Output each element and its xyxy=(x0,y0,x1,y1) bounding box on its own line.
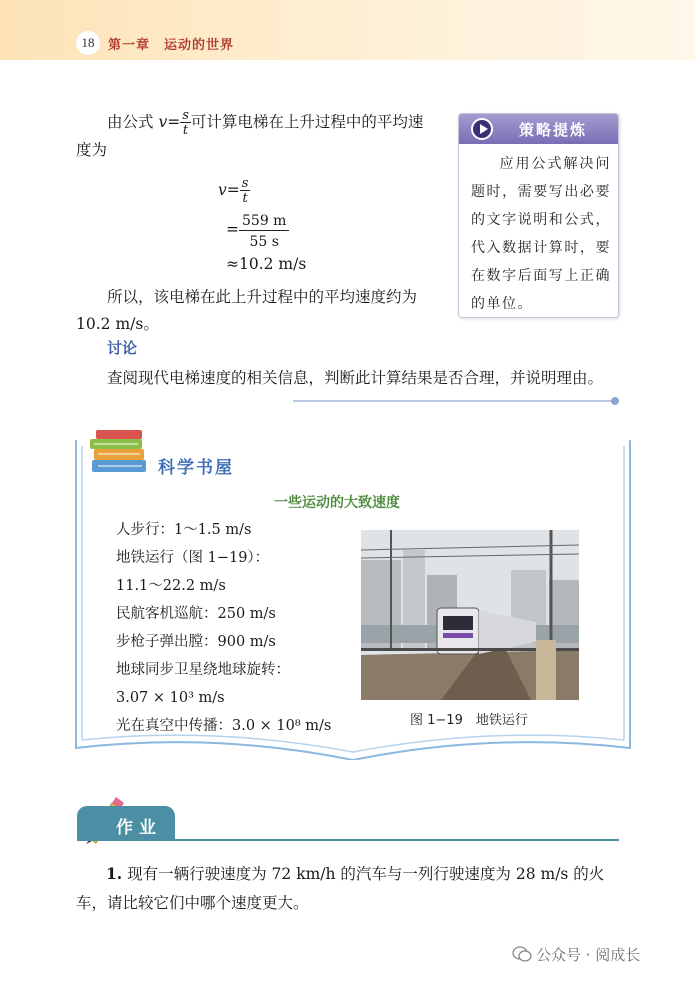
strategy-box xyxy=(458,113,619,318)
watermark-text: 公众号 · 阅成长 xyxy=(536,946,641,964)
strategy-text: 应用公式解决问题时，需要写出必要的文字说明和公式，代入数据计算时，要在数字后面写上正确的单位。 xyxy=(471,156,611,312)
conclusion-line-2: 10.2 m/s。 xyxy=(76,315,159,333)
conclusion-line-1: 所以，该电梯在此上升过程中的平均速度约为 xyxy=(107,288,418,306)
page-number: 18 xyxy=(76,31,100,55)
chapter-title: 第一章 运动的世界 xyxy=(108,38,235,53)
intro-line-1: 由公式 v= $\frac{s}{t}$ 可计算电梯在上升过程中的平均速 xyxy=(107,108,424,138)
homework-rule xyxy=(77,839,619,841)
calc-step-2: = $\frac{559 m}{55 s}$ xyxy=(226,212,289,249)
speed-item: 3.07 × 10³ m/s xyxy=(116,690,225,706)
homework-title: 作业 xyxy=(116,818,162,838)
formula-fraction: $\frac{s}{t}$ xyxy=(182,108,189,138)
calc-step-1: v= $\frac{s}{t}$ xyxy=(218,176,249,206)
speed-item: 光在真空中传播：3.0 × 10⁸ m/s xyxy=(116,718,332,734)
homework-question-1: 1. 现有一辆行驶速度为 72 km/h 的汽车与一列行驶速度为 28 m/s 的火车，请比较它们中哪个速度更大。 xyxy=(76,864,605,912)
strategy-title: 策略提炼 xyxy=(519,121,588,139)
speed-item: 11.1～22.2 m/s xyxy=(116,578,226,594)
calc-step-3: ≈10.2 m/s xyxy=(226,255,307,273)
speed-item: 地球同步卫星绕地球旋转： xyxy=(116,662,290,678)
divider-dot xyxy=(611,397,619,405)
science-book-title: 科学书屋 xyxy=(158,458,234,478)
speed-item: 地铁运行（图 1−19）： xyxy=(116,550,270,566)
page-header xyxy=(0,0,695,60)
speeds-heading: 一些运动的大致速度 xyxy=(274,495,400,511)
section-divider xyxy=(293,400,613,402)
science-book-panel xyxy=(74,440,632,760)
figure-caption: 图 1−19 地铁运行 xyxy=(410,713,528,728)
intro-line-2: 度为 xyxy=(76,141,108,159)
discussion-text: 查阅现代电梯速度的相关信息，判断此计算结果是否合理，并说明理由。 xyxy=(107,369,604,387)
subway-photo xyxy=(361,530,579,700)
strategy-header xyxy=(459,114,618,144)
play-icon xyxy=(471,118,493,140)
wechat-icon xyxy=(512,946,532,962)
speed-item: 人步行：1～1.5 m/s xyxy=(116,522,252,538)
speed-item: 步枪子弹出膛：900 m/s xyxy=(116,634,276,650)
speed-list xyxy=(116,516,376,740)
speed-item: 民航客机巡航：250 m/s xyxy=(116,606,276,622)
discussion-label: 讨论 xyxy=(107,339,138,357)
books-stack-icon xyxy=(84,430,154,480)
